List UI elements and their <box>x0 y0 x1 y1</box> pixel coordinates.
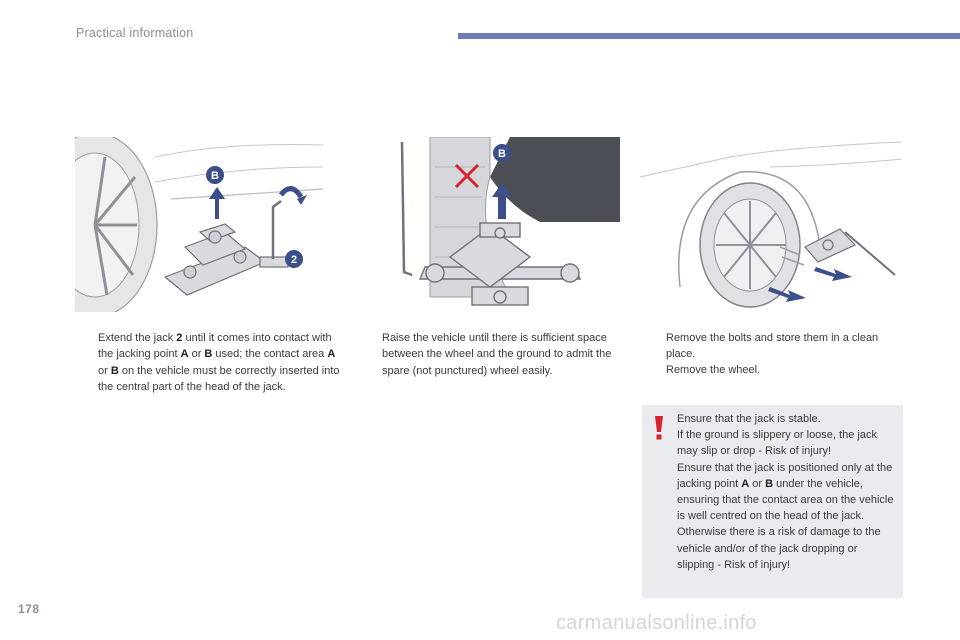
step-remove-bolts <box>644 330 906 363</box>
step-raise-vehicle <box>360 330 612 379</box>
figure-wheel-remove <box>640 137 902 312</box>
step-raise-vehicle-text: Raise the vehicle until there is sufficient space between the wheel and the ground to admit the spare (not punctured) wheel easily. <box>382 332 612 377</box>
page-number: 178 <box>18 602 40 616</box>
warning-line-stable: Ensure that the jack is stable. <box>677 413 821 425</box>
warning-line-slippery: If the ground is slippery or loose, the jack may slip or drop - Risk of injury! <box>677 429 877 458</box>
figure-jack-extend <box>75 137 323 312</box>
point-b-badge-2: B <box>498 148 506 160</box>
section-title: Practical information <box>76 26 194 40</box>
watermark: carmanualsonline.info <box>556 612 757 634</box>
step-extend-jack-text: Extend the jack 2 until it comes into contact with the jacking point A or B used; the contact area A or B on the vehicle must be correctly inserted into the central part of the head of the jack. <box>98 332 340 393</box>
point-b-badge: B <box>211 170 219 182</box>
warning-text <box>677 411 895 573</box>
warning-line-position: Ensure that the jack is positioned only at the jacking point A or B under the vehicle, ensuring that the contact area on the vehicle is well centred on the head of the jack. Otherwise there is a risk of damage to the vehicle and/or of the jack dropping or slipping - Risk of injury! <box>677 461 894 571</box>
exclamation-icon <box>652 415 666 441</box>
figure-jack-raise <box>390 137 620 312</box>
step-extend-jack <box>76 330 344 395</box>
wheel-remove-illustration <box>640 137 902 312</box>
step-remove-wheel-text: Remove the wheel. <box>666 364 761 376</box>
warning-box <box>642 405 903 598</box>
jack-raise-illustration <box>390 137 620 312</box>
jack-2-badge: 2 <box>290 254 298 266</box>
step-remove-wheel <box>644 362 906 378</box>
step-remove-bolts-text: Remove the bolts and store them in a clean place. <box>666 332 879 361</box>
header-accent-bar <box>458 33 960 39</box>
jack-extend-illustration <box>75 137 323 312</box>
